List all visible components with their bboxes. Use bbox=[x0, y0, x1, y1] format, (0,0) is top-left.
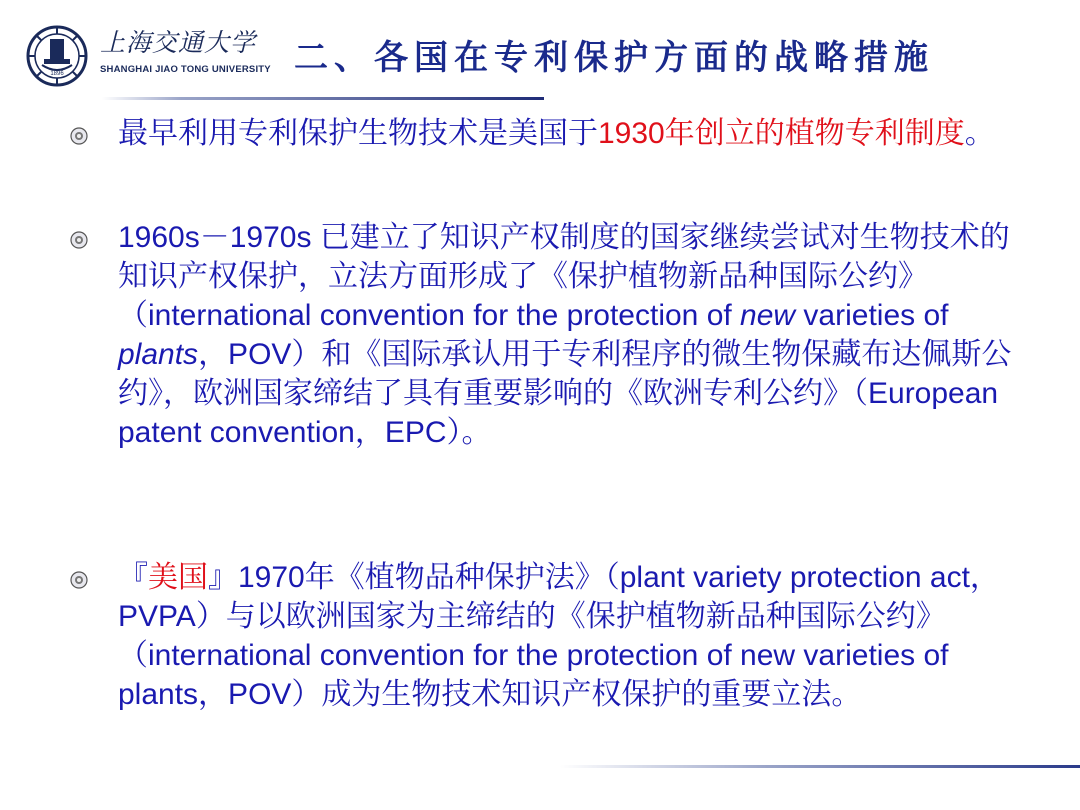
footer-divider bbox=[560, 765, 1080, 768]
bullet-item-1 bbox=[118, 114, 1018, 153]
bullet-1-text: 最早利用专利保护生物技术是美国于 bbox=[118, 117, 598, 150]
header-divider bbox=[102, 97, 544, 100]
bullet-2-text-mid: varieties of bbox=[795, 299, 949, 332]
university-name-en: SHANGHAI JIAO TONG UNIVERSITY bbox=[100, 64, 271, 75]
slide-header bbox=[0, 0, 1080, 100]
emblem-year: 1896 bbox=[50, 71, 64, 77]
bullet-item-2 bbox=[118, 218, 1018, 452]
bullet-1-end: 。 bbox=[964, 117, 995, 150]
bullet-2-text: 1960s－1970s 已建立了知识产权制度的国家继续尝试对生物技术的知识产权保护，立法方面形成了《保护植物新品种国际公约》（international convention for the protection of bbox=[118, 221, 1010, 332]
bullet-2-italic-plants: plants bbox=[118, 338, 199, 371]
bullet-3-highlight: 美国 bbox=[148, 561, 208, 594]
bullet-1-highlight: 1930年创立的植物专利制度 bbox=[598, 117, 965, 150]
bullet-item-3 bbox=[118, 558, 1018, 714]
bullet-2-text-end: ，POV）和《国际承认用于专利程序的微生物保藏布达佩斯公约》，欧洲国家缔结了具有重要影响的《欧洲专利公约》（European patent convention，EPC）。 bbox=[118, 338, 1012, 449]
bullet-2-italic-new: new bbox=[740, 299, 796, 332]
slide-title: 二、各国在专利保护方面的战略措施 bbox=[294, 38, 934, 78]
university-emblem-icon bbox=[26, 25, 88, 87]
university-name-cn: 上海交通大学 bbox=[100, 28, 257, 57]
bullet-disc-icon bbox=[70, 231, 88, 249]
bullet-3-open-bracket: 『 bbox=[118, 561, 148, 594]
bullet-3-text: 』1970年《植物品种保护法》（plant variety protection act，PVPA）与以欧洲国家为主缔结的《保护植物新品种国际公约》（international convention for the protection of new varieties of plants，POV）成为生物技术知识产权保护的重要立法。 bbox=[118, 561, 1000, 711]
bullet-disc-icon bbox=[70, 127, 88, 145]
bullet-disc-icon bbox=[70, 571, 88, 589]
